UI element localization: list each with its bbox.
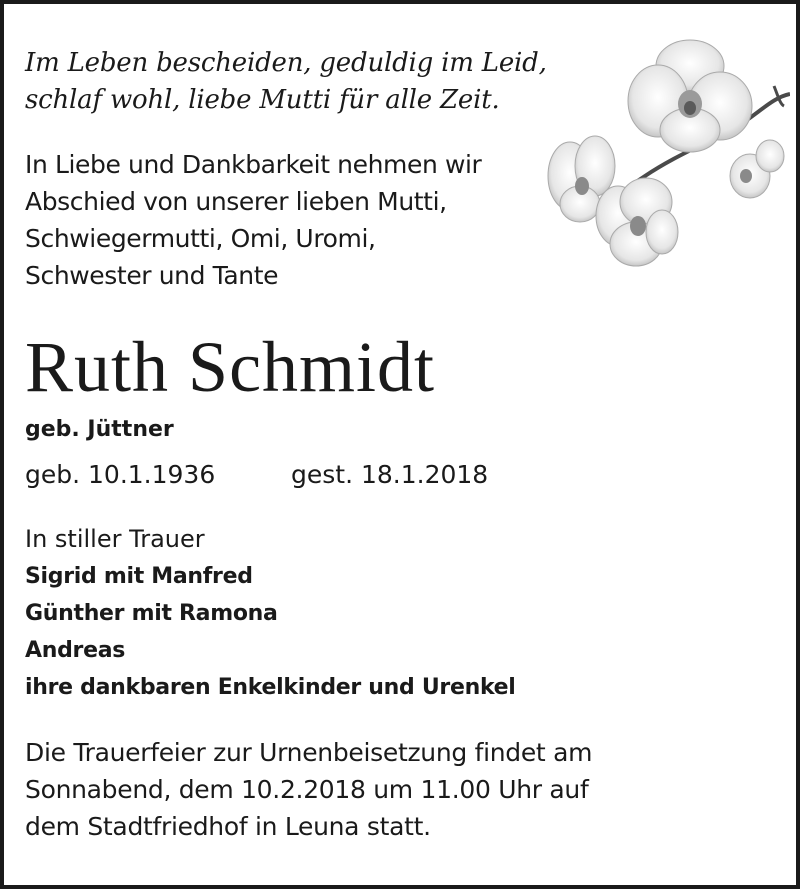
funeral-line: Die Trauerfeier zur Urnenbeisetzung findet am — [25, 738, 593, 767]
death-date: gest. 18.1.2018 — [291, 460, 489, 489]
intro-line: Schwester und Tante — [25, 261, 279, 290]
intro-text — [25, 146, 481, 294]
birth-date: geb. 10.1.1936 — [25, 460, 216, 489]
mourner-entry: Günther mit Ramona — [25, 601, 278, 626]
mourner-entry: Andreas — [25, 638, 126, 663]
funeral-line: Sonnabend, dem 10.2.2018 um 11.00 Uhr auf — [25, 775, 589, 804]
orchid-image — [540, 26, 790, 276]
motto-line: Im Leben bescheiden, geduldig im Leid, — [25, 48, 547, 78]
motto-verse — [25, 45, 547, 119]
intro-line: Abschied von unserer lieben Mutti, — [25, 187, 447, 216]
mourner-entry: Sigrid mit Manfred — [25, 564, 253, 589]
funeral-line: dem Stadtfriedhof in Leuna statt. — [25, 812, 431, 841]
life-dates — [25, 458, 489, 492]
intro-line: Schwiegermutti, Omi, Uromi, — [25, 224, 376, 253]
mourners-list — [25, 558, 516, 706]
intro-line: In Liebe und Dankbarkeit nehmen wir — [25, 150, 482, 179]
motto-line: schlaf wohl, liebe Mutti für alle Zeit. — [25, 85, 500, 115]
mourning-heading: In stiller Trauer — [25, 525, 205, 553]
mourner-entry: ihre dankbaren Enkelkinder und Urenkel — [25, 675, 516, 700]
funeral-info — [25, 734, 592, 845]
maiden-name: geb. Jüttner — [25, 417, 174, 442]
deceased-name: Ruth Schmidt — [25, 327, 436, 407]
